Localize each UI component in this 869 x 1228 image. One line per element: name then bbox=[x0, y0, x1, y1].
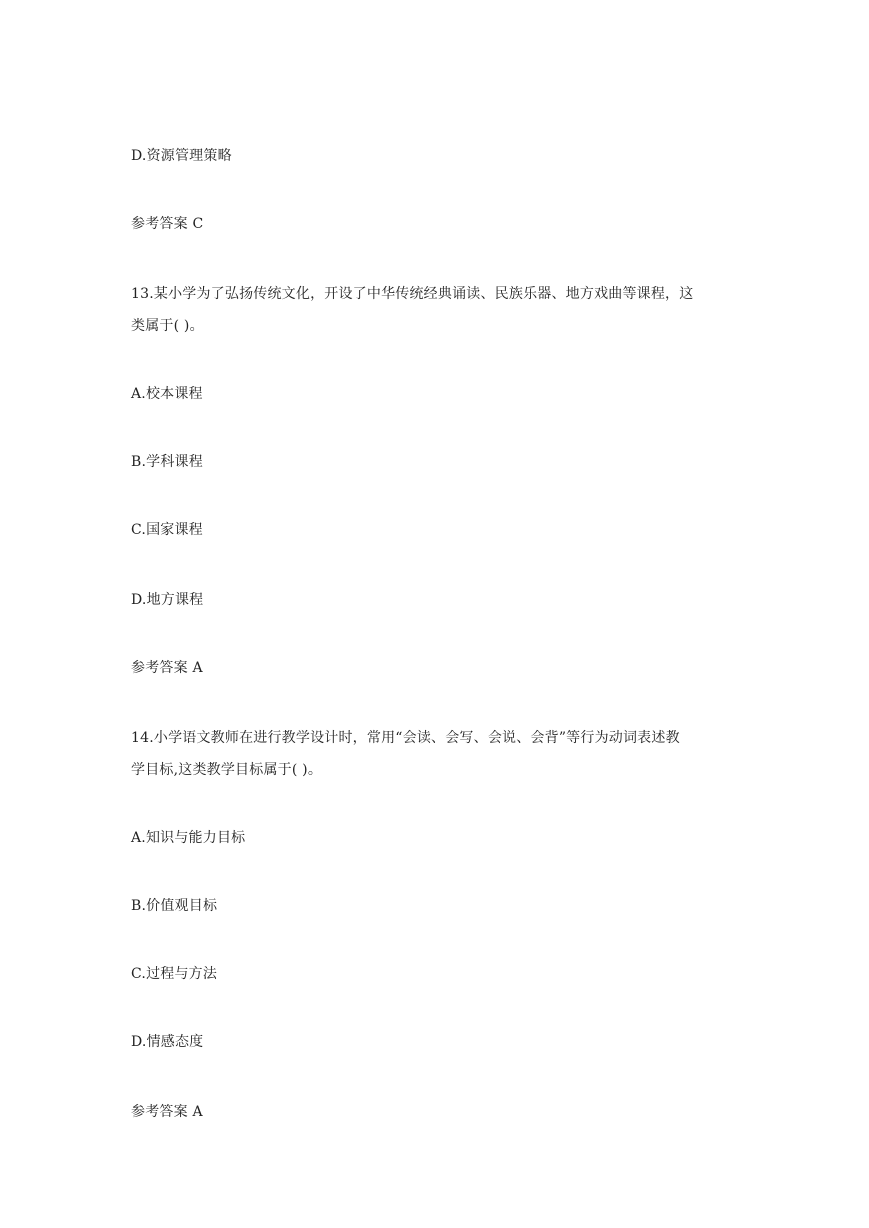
q14-option-b: B.价值观目标 bbox=[131, 898, 218, 914]
q13-answer: 参考答案 A bbox=[131, 660, 203, 676]
q13-option-c: C.国家课程 bbox=[131, 522, 203, 538]
q14-stem-line-1: 14.小学语文教师在进行教学设计时，常用“会读、会写、会说、会背”等行为动词表述教 bbox=[131, 730, 680, 746]
q13-stem-line-1: 13.某小学为了弘扬传统文化，开设了中华传统经典诵读、民族乐器、地方戏曲等课程，这 bbox=[131, 286, 694, 302]
q12-option-d: D.资源管理策略 bbox=[131, 148, 232, 164]
q14-answer: 参考答案 A bbox=[131, 1104, 203, 1120]
q14-option-c: C.过程与方法 bbox=[131, 966, 218, 982]
q13-stem-line-2: 类属于( )。 bbox=[131, 318, 204, 334]
q13-option-b: B.学科课程 bbox=[131, 454, 203, 470]
q14-option-d: D.情感态度 bbox=[131, 1034, 204, 1050]
q13-option-a: A.校本课程 bbox=[131, 386, 203, 402]
q14-stem-line-2: 学目标,这类教学目标属于( )。 bbox=[131, 762, 323, 778]
q13-option-d: D.地方课程 bbox=[131, 592, 204, 608]
q14-option-a: A.知识与能力目标 bbox=[131, 830, 246, 846]
q12-answer: 参考答案 C bbox=[131, 216, 204, 232]
